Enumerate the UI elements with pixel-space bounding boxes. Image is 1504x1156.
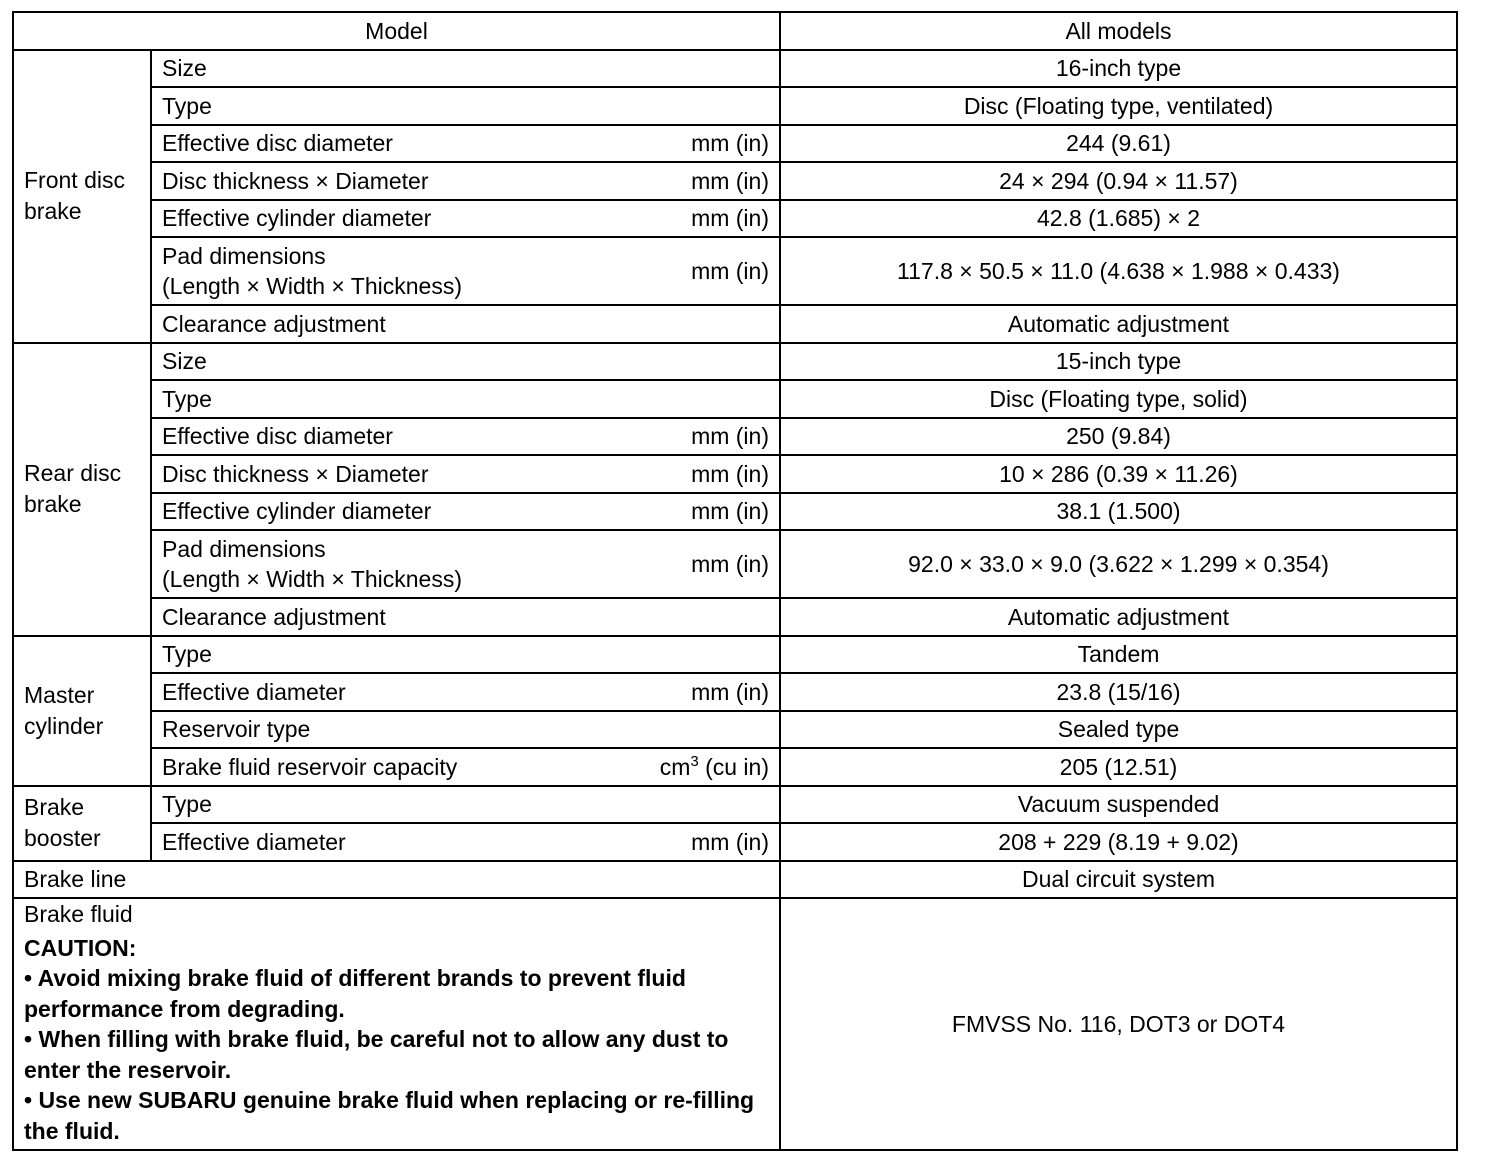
spec-item-label: Type — [162, 92, 212, 119]
table-row — [13, 200, 1457, 238]
table-row — [13, 711, 1457, 749]
table-row — [13, 305, 1457, 343]
spec-item-cell — [151, 305, 780, 343]
spec-value: 92.0 × 33.0 × 9.0 (3.622 × 1.299 × 0.354) — [780, 530, 1457, 598]
spec-item-label: Clearance adjustment — [162, 603, 386, 630]
spec-item-cell — [151, 748, 780, 786]
spec-unit: mm (in) — [691, 423, 769, 450]
spec-item-cell — [151, 237, 780, 305]
unit-rest: (cu in) — [698, 753, 769, 780]
table-row — [13, 898, 1457, 1150]
spec-unit: mm (in) — [691, 498, 769, 525]
spec-item-label: Reservoir type — [162, 716, 311, 743]
table-row — [13, 87, 1457, 125]
table-row — [13, 748, 1457, 786]
spec-item-cell — [151, 380, 780, 418]
unit-superscript: 3 — [690, 752, 699, 770]
spec-item-label: Disc thickness × Diameter — [162, 460, 429, 487]
specification-sheet — [12, 11, 1458, 1151]
table-row — [13, 380, 1457, 418]
spec-value: 42.8 (1.685) × 2 — [780, 200, 1457, 238]
spec-item-label: Size — [162, 55, 207, 82]
brake-specification-table — [12, 11, 1458, 1151]
spec-item-label: Pad dimensions — [162, 536, 326, 562]
spec-item-cell — [151, 823, 780, 861]
spec-unit: mm (in) — [691, 460, 769, 487]
table-row — [13, 50, 1457, 88]
table-row — [13, 343, 1457, 381]
spec-value: Disc (Floating type, solid) — [780, 380, 1457, 418]
spec-unit: mm (in) — [691, 828, 769, 855]
spec-item-cell — [151, 162, 780, 200]
spec-item-label: Brake fluid reservoir capacity — [162, 753, 458, 780]
spec-item-cell — [151, 200, 780, 238]
spec-unit: mm (in) — [691, 258, 769, 284]
spec-item-label: Type — [162, 791, 212, 818]
spec-item-sublabel: (Length × Width × Thickness) — [162, 566, 462, 592]
spec-item-label: Effective disc diameter — [162, 423, 393, 450]
spec-item-label: Type — [162, 385, 212, 412]
spec-item-label: Size — [162, 348, 207, 375]
table-row — [13, 598, 1457, 636]
spec-item-label: Effective cylinder diameter — [162, 205, 432, 232]
spec-value: 244 (9.61) — [780, 125, 1457, 163]
spec-item-cell — [151, 455, 780, 493]
spec-value: Tandem — [780, 636, 1457, 674]
table-row — [13, 418, 1457, 456]
spec-item-label: Clearance adjustment — [162, 310, 386, 337]
table-row — [13, 455, 1457, 493]
spec-item-label: Effective cylinder diameter — [162, 498, 432, 525]
spec-item-cell — [151, 125, 780, 163]
brake-line-value: Dual circuit system — [780, 861, 1457, 899]
spec-value: 117.8 × 50.5 × 11.0 (4.638 × 1.988 × 0.433) — [780, 237, 1457, 305]
spec-item-cell — [151, 50, 780, 88]
brake-line-label: Brake line — [13, 861, 780, 899]
spec-value: 250 (9.84) — [780, 418, 1457, 456]
spec-item-label: Effective diameter — [162, 828, 346, 855]
group-label-brake-booster: Brake booster — [13, 786, 151, 861]
header-row — [13, 12, 1457, 50]
spec-item-label: Pad dimensions — [162, 243, 326, 269]
spec-item-cell — [151, 673, 780, 711]
spec-item-cell — [151, 493, 780, 531]
spec-item-label: Effective disc diameter — [162, 130, 393, 157]
spec-unit: mm (in) — [691, 167, 769, 194]
spec-item-label: Disc thickness × Diameter — [162, 167, 429, 194]
spec-unit: mm (in) — [691, 205, 769, 232]
table-row — [13, 162, 1457, 200]
model-header-cell: Model — [13, 12, 780, 50]
spec-item-cell — [151, 530, 780, 598]
spec-item-label: Effective diameter — [162, 678, 346, 705]
table-row — [13, 636, 1457, 674]
caution-item: • When filling with brake fluid, be careful not to allow any dust to enter the reservoir. — [24, 1026, 729, 1083]
spec-value: 10 × 286 (0.39 × 11.26) — [780, 455, 1457, 493]
group-label-master-cylinder: Master cylinder — [13, 636, 151, 786]
brake-fluid-label: Brake fluid — [24, 901, 133, 927]
spec-value: 15-inch type — [780, 343, 1457, 381]
table-row — [13, 237, 1457, 305]
table-row — [13, 530, 1457, 598]
spec-value: Automatic adjustment — [780, 305, 1457, 343]
caution-heading: CAUTION: — [24, 935, 137, 961]
spec-unit-capacity — [652, 752, 769, 782]
spec-item-cell — [151, 87, 780, 125]
table-row — [13, 786, 1457, 824]
spec-value: Vacuum suspended — [780, 786, 1457, 824]
spec-value: 23.8 (15/16) — [780, 673, 1457, 711]
table-row — [13, 823, 1457, 861]
spec-value: 24 × 294 (0.94 × 11.57) — [780, 162, 1457, 200]
unit-base: cm — [659, 753, 691, 780]
spec-value: Automatic adjustment — [780, 598, 1457, 636]
spec-item-cell — [151, 786, 780, 824]
spec-unit: mm (in) — [691, 678, 769, 705]
spec-item-cell — [151, 418, 780, 456]
spec-item-cell — [151, 598, 780, 636]
table-row — [13, 673, 1457, 711]
caution-item: • Avoid mixing brake fluid of different brands to prevent fluid performance from degrading. — [24, 965, 686, 1022]
spec-value: 205 (12.51) — [780, 748, 1457, 786]
brake-fluid-value: FMVSS No. 116, DOT3 or DOT4 — [780, 898, 1457, 1150]
caution-item: • Use new SUBARU genuine brake fluid when replacing or re-filling the fluid. — [24, 1087, 755, 1144]
spec-value: Sealed type — [780, 711, 1457, 749]
spec-item-cell — [151, 343, 780, 381]
spec-value: 38.1 (1.500) — [780, 493, 1457, 531]
brake-fluid-cell — [13, 898, 780, 1150]
group-label-front-disc-brake: Front disc brake — [13, 50, 151, 343]
table-row — [13, 125, 1457, 163]
spec-unit: mm (in) — [691, 551, 769, 577]
table-row — [13, 493, 1457, 531]
spec-value: 16-inch type — [780, 50, 1457, 88]
model-value-cell: All models — [780, 12, 1457, 50]
table-row — [13, 861, 1457, 899]
group-label-rear-disc-brake: Rear disc brake — [13, 343, 151, 636]
spec-value: 208 + 229 (8.19 + 9.02) — [780, 823, 1457, 861]
spec-item-sublabel: (Length × Width × Thickness) — [162, 273, 462, 299]
spec-item-cell — [151, 711, 780, 749]
spec-unit: mm (in) — [691, 130, 769, 157]
spec-item-cell — [151, 636, 780, 674]
spec-value: Disc (Floating type, ventilated) — [780, 87, 1457, 125]
spec-item-label: Type — [162, 641, 212, 668]
